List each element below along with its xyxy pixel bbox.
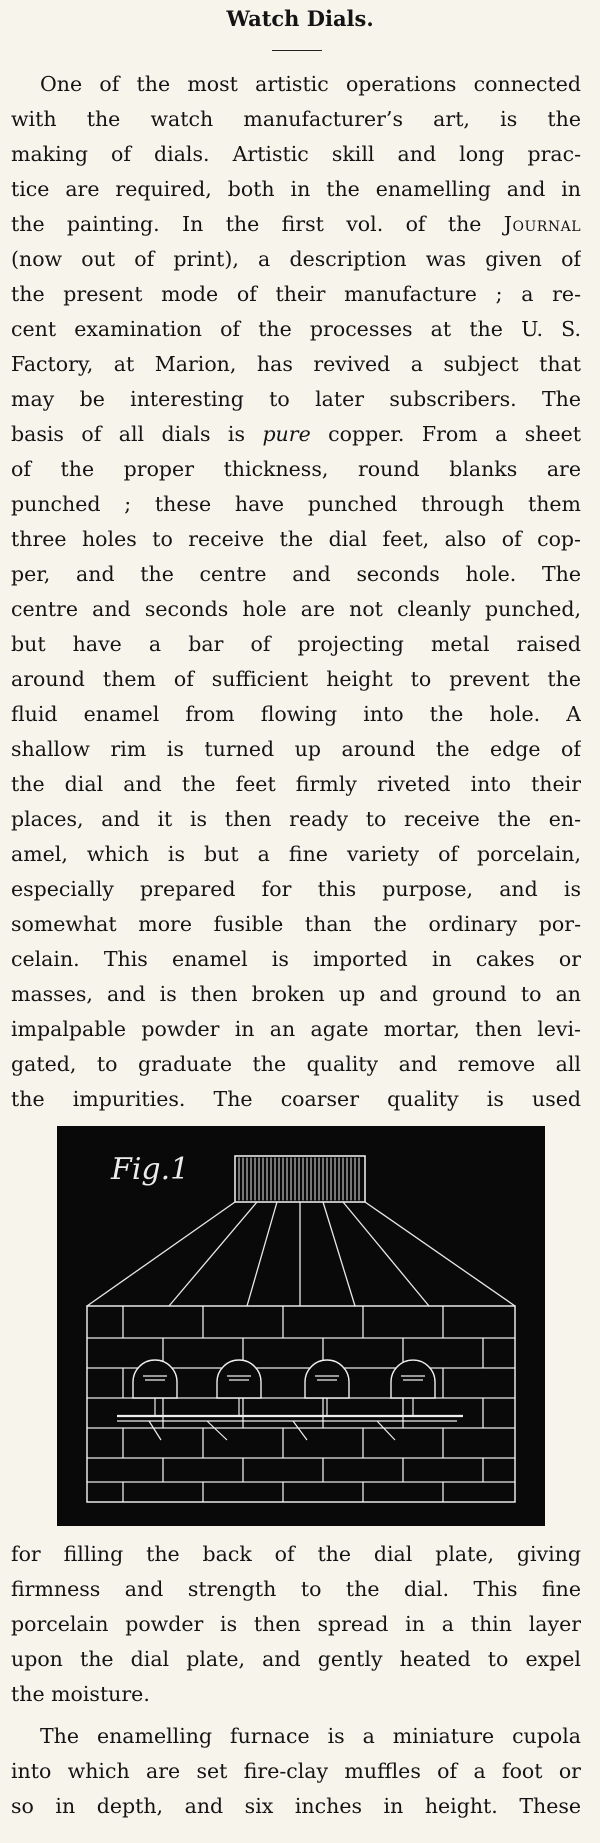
text-line: the present mode of their manufacture ; a re- [11, 282, 581, 306]
text-segment: basis of all dials is [11, 422, 245, 446]
text-line: but have a bar of projecting metal raised [11, 632, 581, 656]
text-line: for filling the back of the dial plate, giving [11, 1542, 581, 1566]
text-line: gated, to graduate the quality and remove all [11, 1052, 581, 1076]
text-line: so in depth, and six inches in height. These [11, 1794, 581, 1818]
text-line: the impurities. The coarser quality is used [11, 1087, 581, 1111]
text-line [11, 212, 581, 237]
text-line: with the watch manufacturer’s art, is the [11, 107, 581, 131]
text-line: the dial and the feet firmly riveted into their [11, 772, 581, 796]
text-segment: the painting. In the first vol. of the [11, 212, 482, 236]
text-line: of the proper thickness, round blanks are [11, 457, 581, 481]
text-line: fluid enamel from flowing into the hole. A [11, 702, 581, 726]
journal-word: Journal [503, 212, 581, 236]
text-line: may be interesting to later subscribers. The [11, 387, 581, 411]
text-line: around them of sufficient height to prevent the [11, 667, 581, 691]
text-line: per, and the centre and seconds hole. The [11, 562, 581, 586]
text-line: amel, which is but a fine variety of porcelain, [11, 842, 581, 866]
text-line: tice are required, both in the enamelling and in [11, 177, 581, 201]
text-line: making of dials. Artistic skill and long prac- [11, 142, 581, 166]
text-line: especially prepared for this purpose, and is [11, 877, 581, 901]
text-line: upon the dial plate, and gently heated to expel [11, 1647, 581, 1671]
text-line: the moisture. [11, 1682, 150, 1706]
text-line: The enamelling furnace is a miniature cupola [40, 1724, 581, 1748]
text-segment: copper. From a sheet [328, 422, 581, 446]
text-line [11, 422, 581, 447]
text-line: One of the most artistic operations connected [40, 72, 581, 96]
text-line: porcelain powder is then spread in a thin layer [11, 1612, 581, 1636]
text-line: cent examination of the processes at the U. S. [11, 317, 581, 341]
text-line: centre and seconds hole are not cleanly punched, [11, 597, 581, 621]
text-line: Factory, at Marion, has revived a subject that [11, 352, 581, 376]
text-line: celain. This enamel is imported in cakes or [11, 947, 581, 971]
text-line: into which are set fire-clay muffles of a foot or [11, 1759, 581, 1783]
text-line: places, and it is then ready to receive the en- [11, 807, 581, 831]
text-line: punched ; these have punched through them [11, 492, 581, 516]
article-title: Watch Dials. [226, 6, 374, 31]
figure-label: Fig.1 [111, 1152, 190, 1187]
text-line: (now out of print), a description was given of [11, 247, 581, 271]
text-line: somewhat more fusible than the ordinary por- [11, 912, 581, 936]
text-line: shallow rim is turned up around the edge of [11, 737, 581, 761]
text-line: masses, and is then broken up and ground to an [11, 982, 581, 1006]
text-line: three holes to receive the dial feet, also of cop- [11, 527, 581, 551]
pure-word: pure [262, 422, 311, 446]
text-line: firmness and strength to the dial. This fine [11, 1577, 581, 1601]
title-rule [272, 50, 322, 51]
furnace-figure [57, 1126, 545, 1526]
text-line: impalpable powder in an agate mortar, then levi- [11, 1017, 581, 1041]
